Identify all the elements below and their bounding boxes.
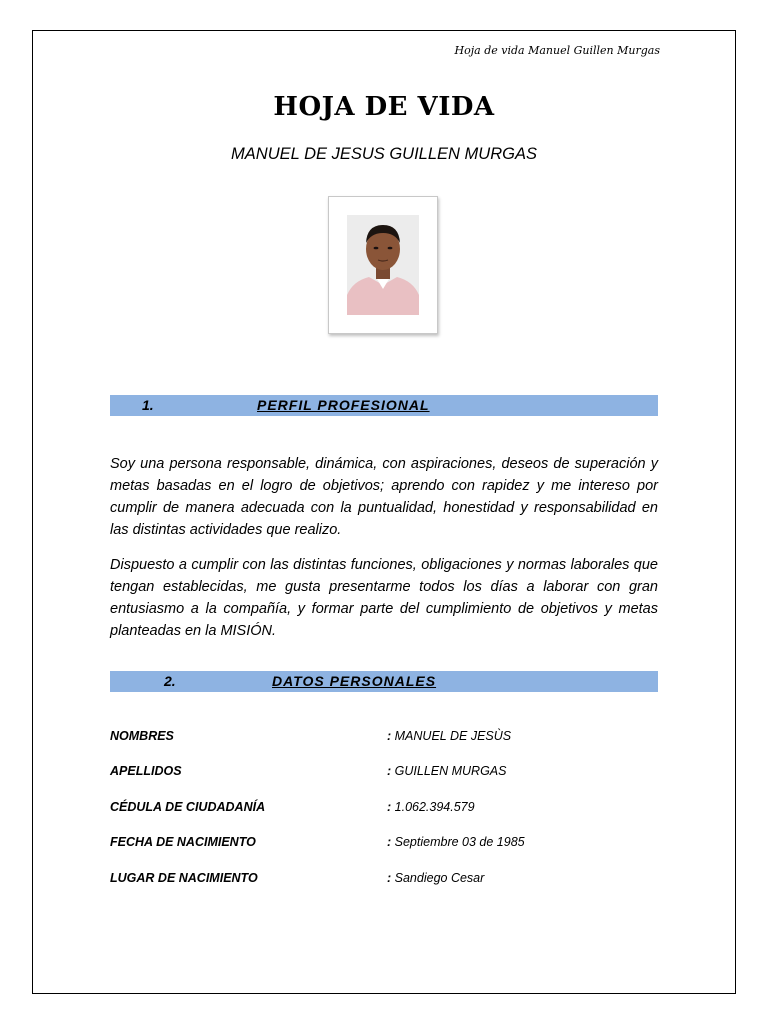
profile-paragraph: Dispuesto a cumplir con las distintas funciones, obligaciones y normas laborales que tengan establecidas, me gusta presentarme todos los días a laborar con gran entusiasmo a la compañía, y formar parte del cumplimiento de objetivos y metas planteadas en la MISIÓN. — [110, 557, 658, 639]
section-bar-datos — [110, 671, 658, 692]
section-bar-perfil — [110, 395, 658, 416]
field-value-lugar-nacimiento: : Sandiego Cesar — [387, 871, 485, 885]
document-title: HOJA DE VIDA — [273, 92, 495, 122]
field-value-nombres: : MANUEL DE JESÙS — [387, 729, 512, 743]
field-label-cedula: CÉDULA DE CIUDADANÍA — [110, 800, 266, 814]
field-value-cedula: : 1.062.394.579 — [387, 800, 475, 814]
field-value-apellidos: : GUILLEN MURGAS — [387, 764, 507, 778]
section-title-perfil: PERFIL PROFESIONAL — [257, 397, 430, 413]
section-number: 1. — [142, 397, 154, 413]
field-value-fecha-nacimiento: : Septiembre 03 de 1985 — [387, 835, 525, 849]
field-label-apellidos: APELLIDOS — [110, 764, 182, 778]
field-label-nombres: NOMBRES — [110, 729, 174, 743]
field-label-fecha-nacimiento: FECHA DE NACIMIENTO — [110, 835, 256, 849]
field-label-lugar-nacimiento: LUGAR DE NACIMIENTO — [110, 871, 258, 885]
section-title-datos: DATOS PERSONALES — [272, 673, 437, 689]
full-name-heading: MANUEL DE JESUS GUILLEN MURGAS — [231, 145, 537, 163]
section-number: 2. — [164, 673, 176, 689]
person-photo-icon — [347, 215, 419, 315]
profile-paragraph: Soy una persona responsable, dinámica, con aspiraciones, deseos de superación y metas basadas en el logro de objetivos; aprendo con rapidez y me intereso por cumplir de manera adecuada con la puntualidad, honestidad y responsabilidad en las distintas actividades que realizo. — [110, 456, 658, 538]
profile-photo — [328, 196, 438, 334]
running-header: Hoja de vida Manuel Guillen Murgas — [454, 44, 660, 57]
